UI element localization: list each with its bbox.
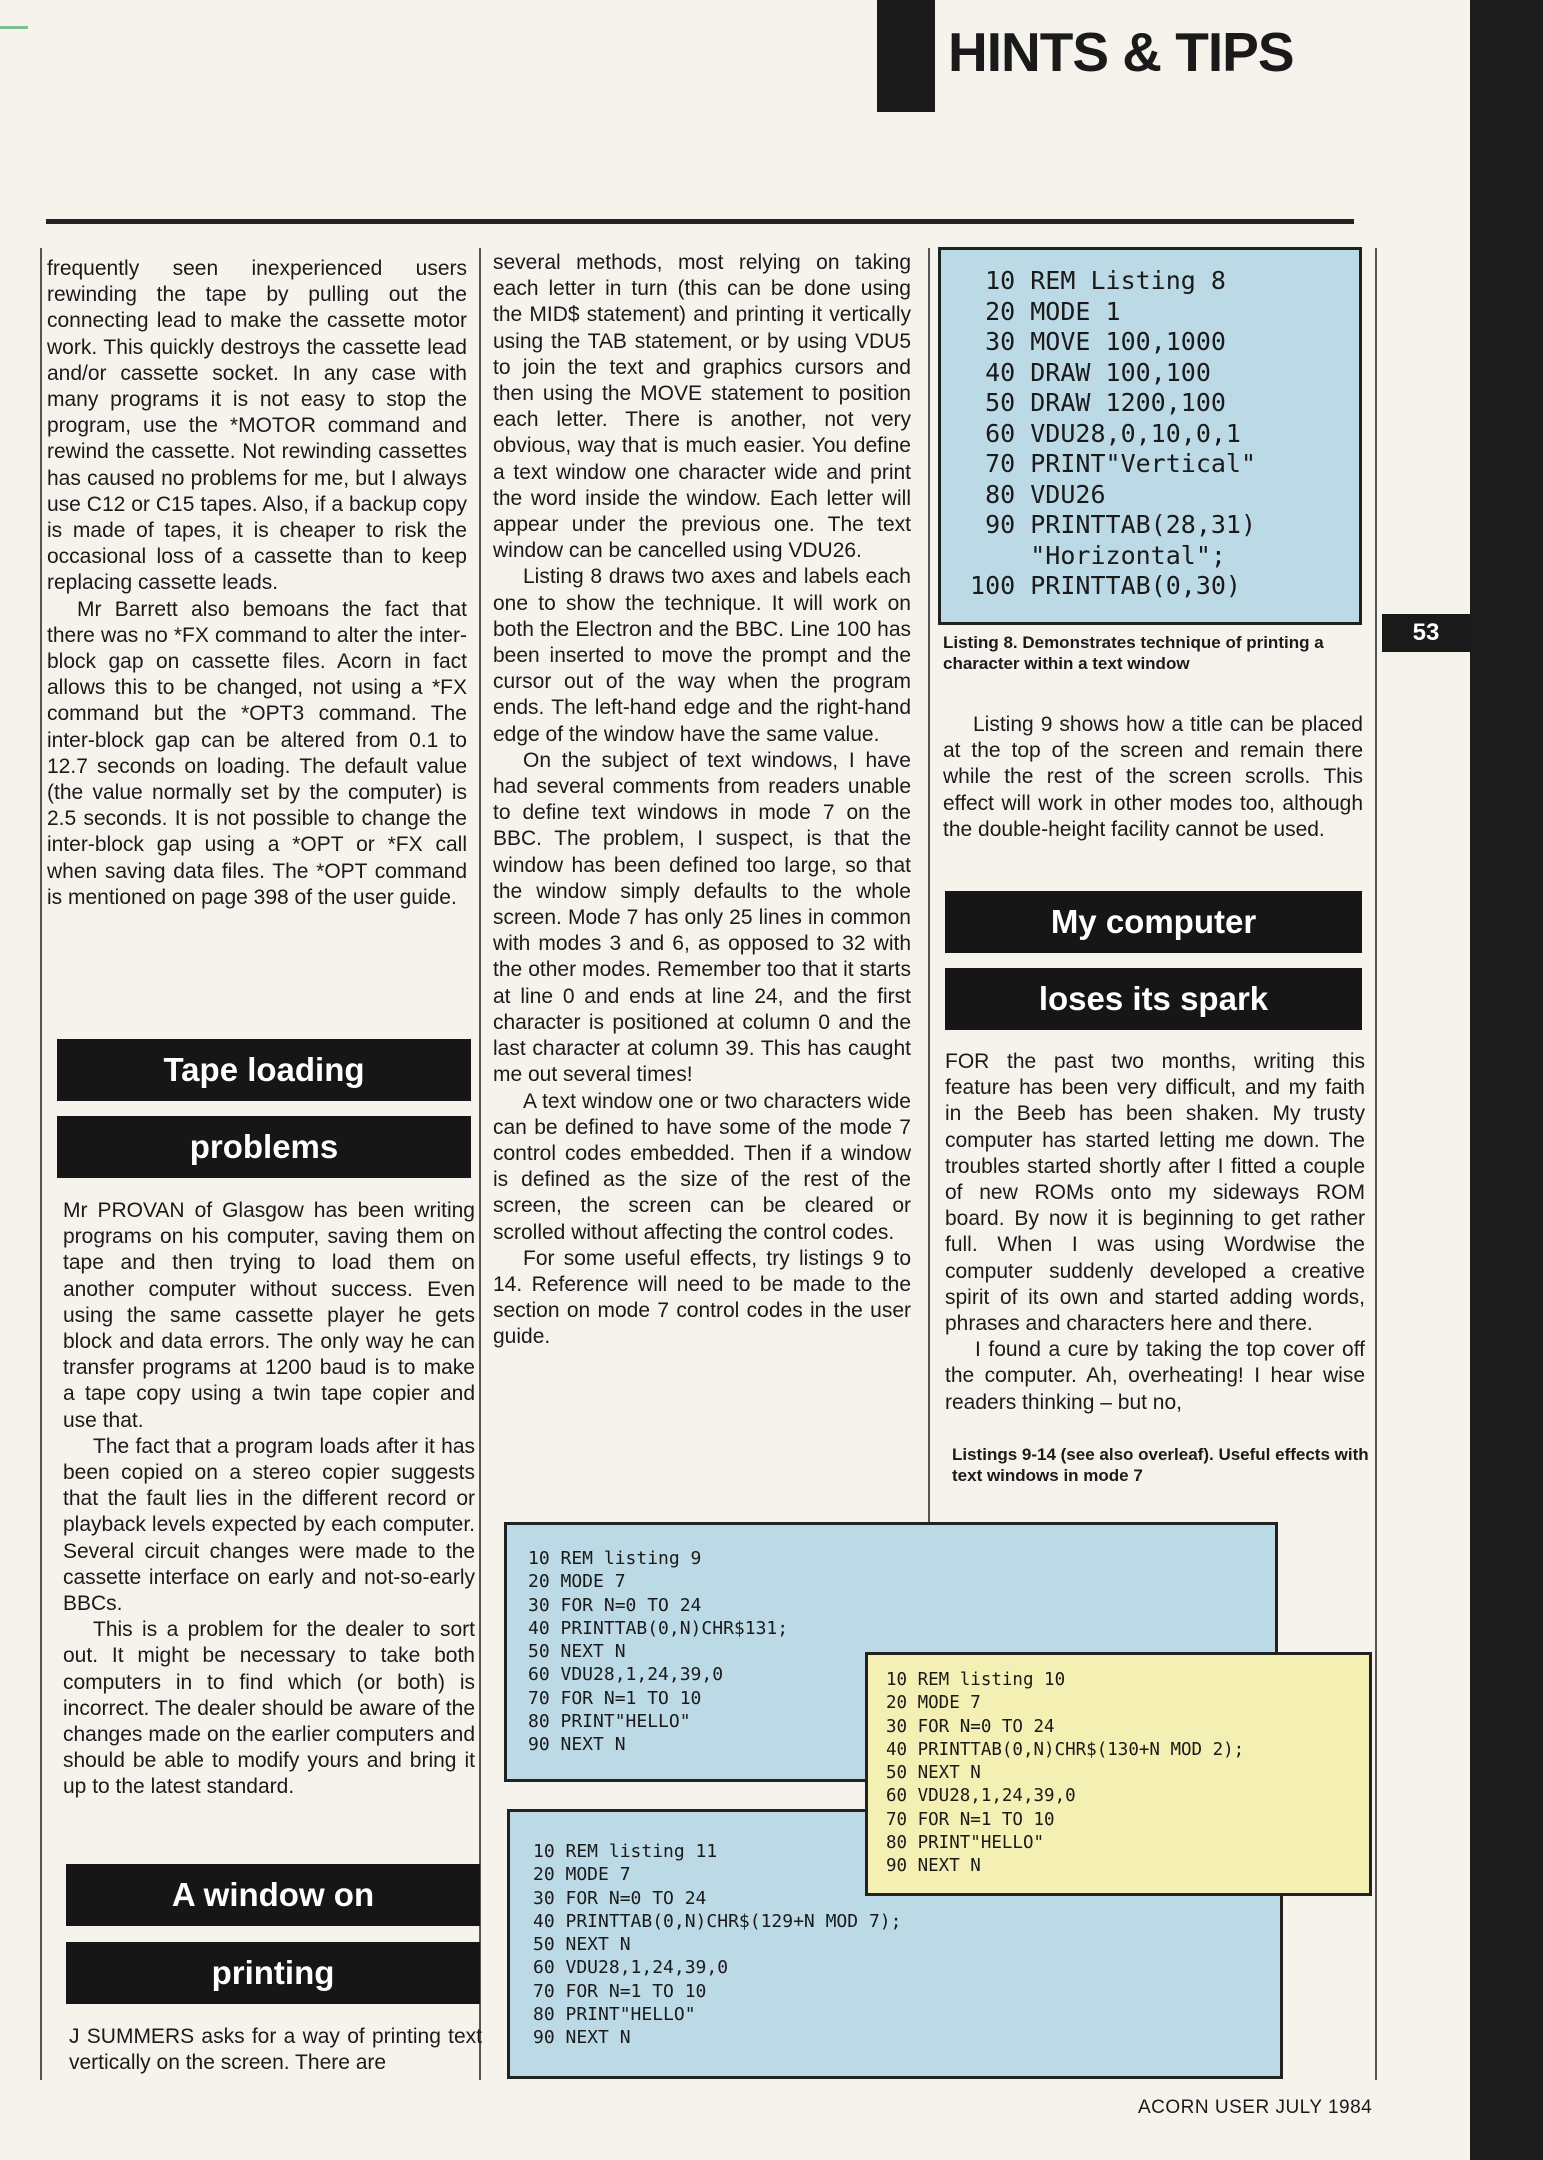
heading-tape-loading: Tape loading	[57, 1039, 471, 1101]
paragraph: For some useful effects, try listings 9 to 14. Reference will need to be made to the section on mode 7 control codes in the user guide.	[493, 1246, 911, 1349]
column-rule-1	[479, 248, 481, 2080]
paragraph: FOR the past two months, writing this feature has been very difficult, and my faith in the Beeb has been shaken. My trusty computer has started letting me down. The troubles started shortly after I fitted a couple of new ROMs onto my sideways ROM board. By now it is beginning to get rather full. When I was using Wordwise the computer suddenly developed a creative spirit of its own and started adding words, phrases and characters here and there.	[945, 1050, 1365, 1336]
paragraph: frequently seen inexperienced users rewinding the tape by pulling out the connecting lead to make the cassette motor work. This quickly destroys the cassette lead and/or cassette socket. In any case with many programs it is not easy to stop the program, use the *MOTOR command and rewind the cassette. Not rewinding cassettes has caused no problems for me, but I always use C12 or C15 tapes. Also, if a backup copy is made of tapes, it is cheaper to risk the occasional loss of a cassette than to keep replacing cassette leads.	[47, 257, 467, 595]
registration-mark	[0, 26, 28, 29]
column-rule-left	[40, 248, 42, 2080]
listing-11-code: 10 REM listing 11 20 MODE 7 30 FOR N=0 TO 24 40 PRINTTAB(0,N)CHR$(129+N MOD 7); 50 NEXT N 60 VDU28,1,24,39,0 70 FOR N=1 TO 10 80 PRINT"HELLO" 90 NEXT N	[533, 1841, 902, 2049]
header-rule	[46, 219, 1354, 224]
heading-a-window-on: A window on	[66, 1864, 480, 1926]
listings-9-14-caption: Listings 9-14 (see also overleaf). Useful effects with text windows in mode 7	[952, 1445, 1369, 1485]
paragraph: On the subject of text windows, I have had several comments from readers unable to define text windows in mode 7 on the BBC. The problem, I suspect, is that the window has been defined too large, so that the window simply defaults to the whole screen. Mode 7 has only 25 lines in common with modes 3 and 6, as opposed to 32 with the other modes. Remember too that it starts at line 0 and ends at line 24, and the first character is positioned at column 0 and the last character at column 39. This has caught me out several times!	[493, 748, 911, 1087]
listing-8-caption: Listing 8. Demonstrates technique of printing a character within a text window	[943, 633, 1324, 673]
paragraph: Listing 9 shows how a title can be placed at the top of the screen and remain there while the rest of the screen scrolls. This effect will work in other modes too, although the double-height facility cannot be used.	[943, 713, 1363, 841]
heading-printing: printing	[66, 1942, 480, 2004]
listing-8-box	[938, 247, 1362, 625]
heading-problems: problems	[57, 1116, 471, 1178]
column-1	[47, 256, 467, 911]
paragraph: The fact that a program loads after it has been copied on a stereo copier suggests that the fault lies in the different record or playback levels expected by each computer. Several circuit changes were made to the cassette interface on early and not-so-early BBCs.	[63, 1434, 475, 1616]
footer-publication: ACORN USER JULY 1984	[1138, 2097, 1373, 2118]
column-rule-2	[928, 248, 930, 1538]
paragraph: Listing 8 draws two axes and labels each one to show the technique. It will work on both the Electron and the BBC. Line 100 has been inserted to move the prompt and the cursor out of the way when the program ends. The left-hand edge and the right-hand edge of the window have the same value.	[493, 565, 911, 746]
heading-loses-its-spark: loses its spark	[945, 968, 1362, 1030]
column-2	[493, 250, 911, 1351]
heading-my-computer: My computer	[945, 891, 1362, 953]
column-3-section-2	[945, 1049, 1365, 1416]
paragraph: A text window one or two characters wide can be defined to have some of the mode 7 control codes embedded. Then if a window is defined as the size of the rest of the screen, the screen can be cleared or scrolled without affecting the control codes.	[493, 1089, 911, 1244]
paragraph: I found a cure by taking the top cover off the computer. Ah, overheating! I hear wise readers thinking – but no,	[945, 1338, 1365, 1414]
column-1-section-3	[69, 2024, 482, 2076]
listing-10-box	[865, 1652, 1372, 1896]
listing-10-code: 10 REM listing 10 20 MODE 7 30 FOR N=0 TO 24 40 PRINTTAB(0,N)CHR$(130+N MOD 2); 50 NEXT N 60 VDU28,1,24,39,0 70 FOR N=1 TO 10 80 PRINT"HELLO" 90 NEXT N	[886, 1670, 1245, 1877]
header-block	[877, 0, 935, 112]
column-1-section-2	[63, 1198, 475, 1801]
section-title: HINTS & TIPS	[948, 21, 1294, 83]
paragraph: J SUMMERS asks for a way of printing text vertically on the screen. There are	[69, 2025, 482, 2075]
listing-9-code: 10 REM listing 9 20 MODE 7 30 FOR N=0 TO 24 40 PRINTTAB(0,N)CHR$131; 50 NEXT N 60 VDU28,1,24,39,0 70 FOR N=1 TO 10 80 PRINT"HELLO" 90 NEXT N	[528, 1548, 789, 1756]
listing-8-code: 10 REM Listing 8 20 MODE 1 30 MOVE 100,1000 40 DRAW 100,100 50 DRAW 1200,100 60 VDU28,0,10,0,1 70 PRINT"Vertical" 80 VDU26 90 PRINTTAB(28,31) "Horizontal"; 100 PRINTTAB(0,30)	[970, 266, 1257, 600]
paragraph: Mr Barrett also bemoans the fact that there was no *FX command to alter the inter-block gap on cassette files. Acorn in fact allows this to be changed, not using a *FX command but the *OPT3 command. The inter-block gap can be altered from 0.1 to 12.7 seconds on loading. The default value (the value normally set by the computer) is 2.5 seconds. It is not possible to change the inter-block gap using a *OPT or *FX call when saving data files. The *OPT command is mentioned on page 398 of the user guide.	[47, 597, 467, 909]
paragraph: This is a problem for the dealer to sort out. It might be necessary to take both computers in to find which (or both) is incorrect. The dealer should be aware of the changes made on the earlier computers and should be able to modify yours and bring it up to the latest standard.	[63, 1618, 475, 1799]
paragraph: several methods, most relying on taking each letter in turn (this can be done using the MID$ statement) and printing it vertically using the TAB statement, or by using VDU5 to join the text and graphics cursors and then using the MOVE statement to position each letter. There is another, not very obvious, way that is much easier. You define a text window one character wide and print the word inside the window. Each letter will appear under the previous one. The text window can be cancelled using VDU26.	[493, 251, 911, 563]
column-rule-right	[1375, 248, 1377, 2080]
page-number: 53	[1382, 614, 1470, 652]
column-3	[943, 712, 1363, 843]
binding-spine	[1470, 0, 1543, 2160]
paragraph: Mr PROVAN of Glasgow has been writing programs on his computer, saving them on tape and then trying to load them on another computer without success. Even using the same cassette player he gets block and data errors. The only way he can transfer programs at 1200 baud is to make a tape copy using a twin tape copier and use that.	[63, 1199, 475, 1432]
